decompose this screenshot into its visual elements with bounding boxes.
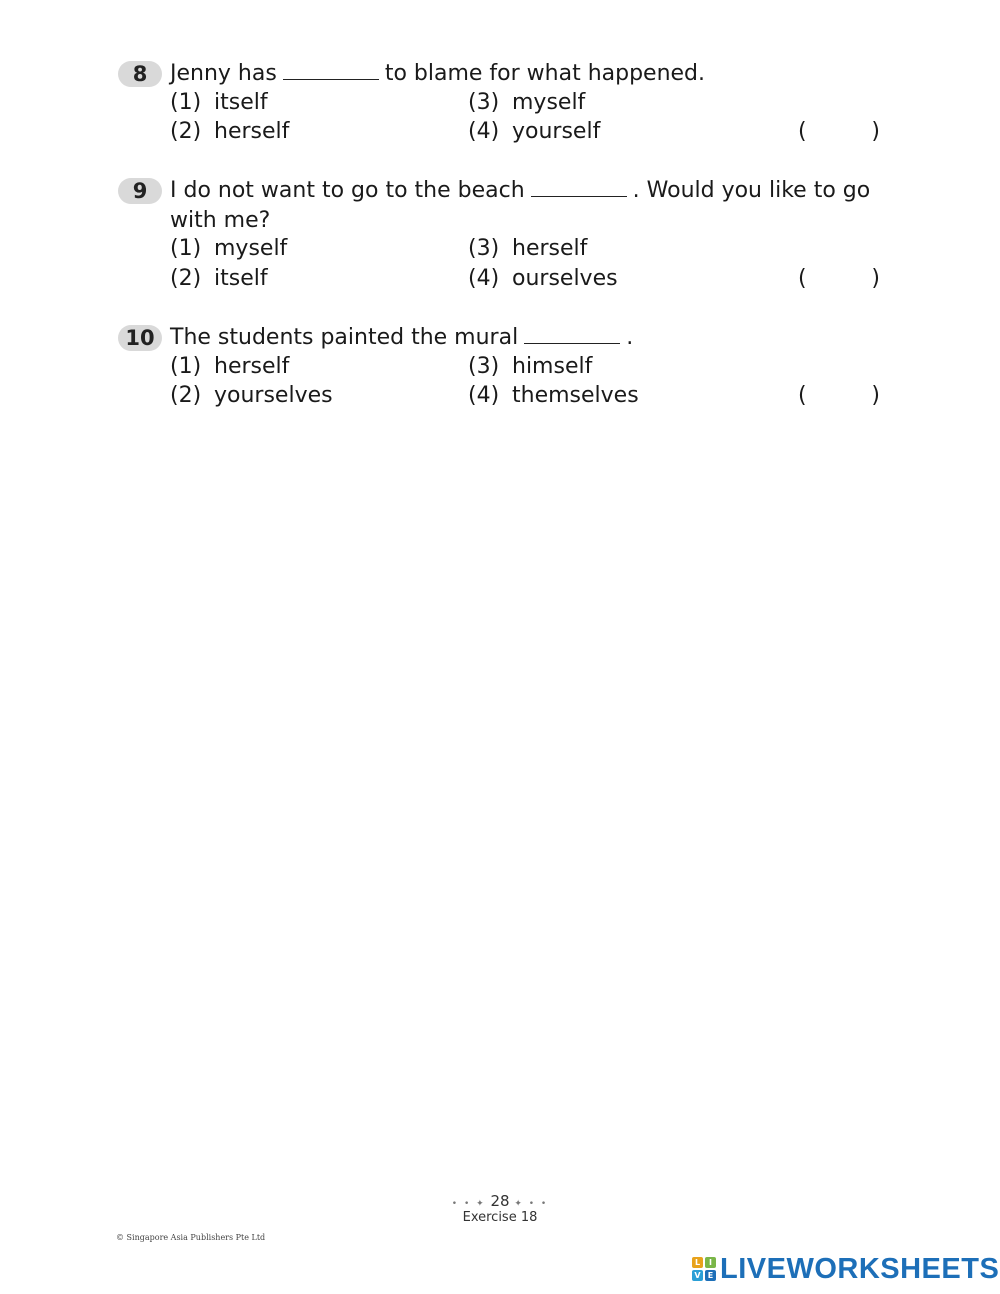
answer-blank[interactable]	[283, 61, 379, 80]
page-number: • • ✦ 28 ✦ • •	[451, 1192, 549, 1210]
decorative-dots-left: • • ✦	[451, 1199, 486, 1209]
question-stem: Jenny has to blame for what happened.	[170, 61, 706, 86]
option-4: (4) themselves	[468, 383, 639, 408]
exercise-label: Exercise 18	[462, 1210, 538, 1225]
question-stem: I do not want to go to the beach . Would you like to go with me?	[170, 178, 871, 233]
option-2: (2) herself	[170, 119, 290, 144]
liveworksheets-logo-icon: L I V E	[692, 1257, 716, 1281]
option-2: (2) itself	[170, 266, 268, 291]
question-stem: The students painted the mural .	[170, 325, 634, 350]
copyright-notice: © Singapore Asia Publishers Pte Ltd	[116, 1233, 266, 1242]
option-4: (4) ourselves	[468, 266, 618, 291]
option-4: (4) yourself	[468, 119, 601, 144]
option-2: (2) yourselves	[170, 383, 333, 408]
answer-blank[interactable]	[524, 325, 620, 344]
question-number: 10	[118, 325, 162, 351]
option-3: (3) herself	[468, 236, 588, 261]
question-number: 8	[118, 61, 162, 87]
option-1: (1) herself	[170, 354, 290, 379]
decorative-dots-right: ✦ • •	[514, 1199, 549, 1209]
answer-blank[interactable]	[531, 178, 627, 197]
question-number: 9	[118, 178, 162, 204]
option-1: (1) myself	[170, 236, 288, 261]
option-1: (1) itself	[170, 90, 268, 115]
brand-name: LIVEWORKSHEETS	[720, 1252, 1000, 1285]
option-3: (3) himself	[468, 354, 593, 379]
liveworksheets-brand	[692, 1252, 999, 1286]
option-3: (3) myself	[468, 90, 586, 115]
